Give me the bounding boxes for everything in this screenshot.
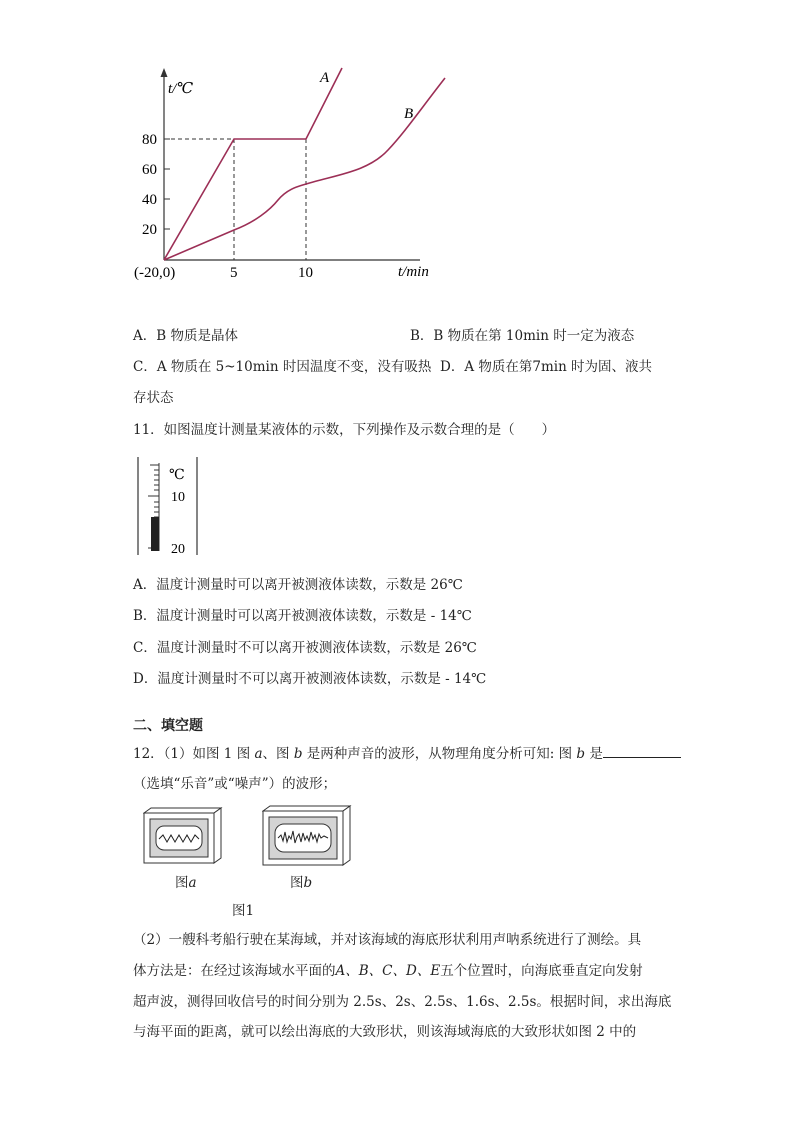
x-tick-5: 5 [230,265,238,281]
q11-option-c[interactable]: C．温度计测量时不可以离开被测液体读数，示数是 26℃ [133,640,477,656]
q10-option-d-cont: 存状态 [133,390,174,406]
y-axis-arrow [161,68,168,77]
figure-b-oscilloscope [262,805,352,867]
q12-line1: 12．（1）如图 1 图 a、图 b 是两种声音的波形，从物理角度分析可知: 图 b 是 [133,743,681,764]
origin-label: (-20,0) [134,265,176,281]
q10-option-b[interactable]: B．B 物质在第 10min 时一定为液态 [410,328,635,344]
q10-option-c[interactable]: C．A 物质在 5~10min 时因温度不变，没有吸热 [133,359,432,375]
y-tick-60: 60 [142,162,157,178]
thermometer-figure [132,455,207,560]
thermometer-label-10: 10 [171,490,185,505]
section-title: 二、填空题 [133,718,203,734]
y-tick-40: 40 [142,192,157,208]
thermometer-liquid [151,517,159,551]
q12-part2-line3: 超声波，测得回收信号的时间分别为 2.5s、2s、2.5s、1.6s、2.5s。根据时间，求出海底 [133,994,672,1010]
q10-option-a[interactable]: A．B 物质是晶体 [133,328,238,344]
figure-b-caption: 图b [290,875,313,891]
x-axis-label: t/min [398,264,429,280]
answer-blank[interactable] [603,743,681,758]
temperature-time-graph [120,60,450,285]
q12-part2-line1: （2）一艘科考船行驶在某海域，并对该海域的海底形状利用声呐系统进行了测绘。具 [133,932,642,948]
q11-stem: 11．如图温度计测量某液体的示数，下列操作及示数合理的是（ ） [133,422,556,438]
y-axis-label: t/℃ [168,81,194,97]
q12-line2: （选填“乐音”或“噪声”）的波形； [133,776,337,792]
q12-part2-line4: 与海平面的距离，就可以绘出海底的大致形状，则该海域海底的大致形状如图 2 中的 [133,1024,637,1040]
q10-option-d[interactable]: D．A 物质在第7min 时为固、液共 [440,359,653,375]
q11-option-a[interactable]: A．温度计测量时可以离开被测液体读数，示数是 26℃ [133,577,463,593]
y-tick-20: 20 [142,222,157,238]
thermometer-label-20: 20 [171,542,185,557]
q12-part2-line2: 体方法是：在经过该海域水平面的A、B、C、D、E五个位置时，向海底垂直定向发射 [133,963,643,979]
x-tick-10: 10 [298,265,313,281]
figure-a-oscilloscope [143,807,223,865]
q11-option-b[interactable]: B．温度计测量时可以离开被测液体读数，示数是 - 14℃ [133,608,472,624]
curve-b [164,78,445,260]
curve-a-label: A [320,70,330,86]
q11-option-d[interactable]: D．温度计测量时不可以离开被测液体读数，示数是 - 14℃ [133,671,487,687]
curve-b-label: B [404,106,414,122]
figure-a-caption: 图a [175,875,197,891]
y-tick-80: 80 [142,132,157,148]
figure-1-caption: 图1 [232,903,255,919]
thermometer-unit: ℃ [169,468,185,483]
